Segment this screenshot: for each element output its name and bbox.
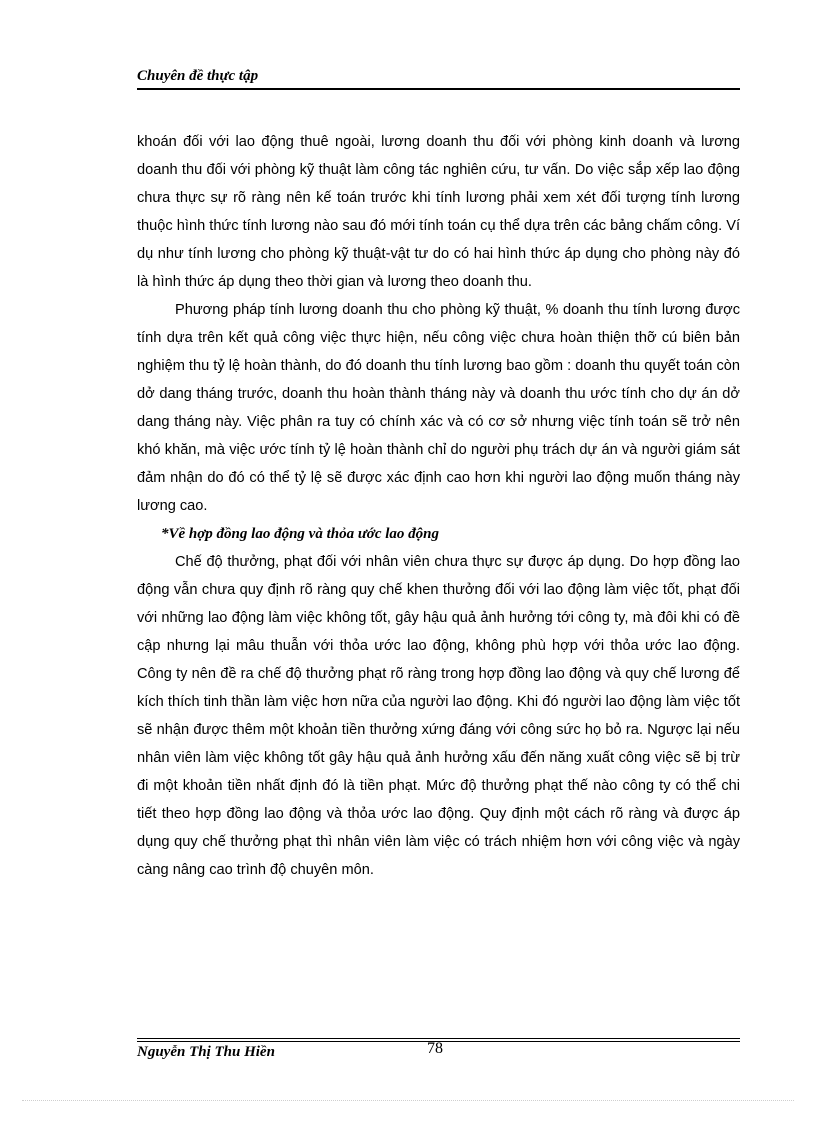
paragraph-2: Phương pháp tính lương doanh thu cho phòng kỹ thuật, % doanh thu tính lương được tính dựa trên kết quả công việc thực hiện, nếu công việc chưa hoàn thiện thỡ cú biên bản nghiệm thu tỷ lệ hoàn thành, do đó doanh thu tính lương bao gồm : doanh thu quyết toán còn dở dang tháng trước, doanh thu hoàn thành tháng này và doanh thu ước tính cho dự án dở dang tháng này. Việc phân ra tuy có chính xác và có cơ sở nhưng việc tính toán sẽ trở nên khó khăn, mà việc ước tính tỷ lệ hoàn thành chỉ do người phụ trách dự án và người giám sát đảm nhận do đó có thể tỷ lệ sẽ được xác định cao hơn khi người lao động muốn tháng này lương cao.	[137, 302, 740, 514]
page-number: 78	[427, 1040, 443, 1057]
page-bottom-divider	[22, 1100, 794, 1101]
section-heading: *Về hợp đồng lao động và thỏa ước lao động	[161, 526, 440, 542]
document-body	[137, 128, 740, 884]
footer-author: Nguyễn Thị Thu Hiền	[137, 1044, 275, 1060]
paragraph-1: khoán đối với lao động thuê ngoài, lương doanh thu đối với phòng kinh doanh và lương doanh thu đối với phòng kỹ thuật làm công tác nghiên cứu, tư vấn. Do việc sắp xếp lao động chưa thực sự rõ ràng nên kế toán trước khi tính lương phải xem xét đối tượng tính lương thuộc hình thức tính lương nào sau đó mới tính toán cụ thể dựa trên các bảng chấm công. Ví dụ như tính lương cho phòng kỹ thuật-vật tư do có hai hình thức áp dụng cho phòng này đó là hình thức áp dụng theo thời gian và lương theo doanh thu.	[137, 134, 740, 290]
header-title: Chuyên đề thực tập	[137, 68, 259, 84]
page-header	[137, 66, 740, 90]
footer-rule	[137, 1038, 740, 1039]
page-footer	[137, 1038, 740, 1068]
header-rule	[137, 88, 740, 90]
paragraph-3: Chế độ thưởng, phạt đối với nhân viên chưa thực sự được áp dụng. Do hợp đồng lao động vẫn chưa quy định rõ ràng quy chế khen thưởng đối với lao động làm việc tốt, phạt đối với những lao động làm việc không tốt, gây hậu quả ảnh hưởng tới công ty, mà đôi khi có đề cập nhưng lại mâu thuẫn với thỏa ước lao động, không phù hợp với thỏa ước lao động. Công ty nên đề ra chế độ thưởng phạt rõ ràng trong hợp đồng lao động và quy chế lương để kích thích tinh thần làm việc hơn nữa của người lao động. Khi đó người lao động làm việc tốt sẽ nhận được thêm một khoản tiền thưởng xứng đáng với công sức họ bỏ ra. Ngược lại nếu nhân viên làm việc không tốt gây hậu quả ảnh hưởng xấu đến năng xuất công việc sẽ bị trừ đi một khoản tiền nhất định đó là tiền phạt. Mức độ thưởng phạt thế nào công ty có thể chi tiết theo hợp đồng lao động và thỏa ước lao động. Quy định một cách rõ ràng và được áp dụng quy chế thưởng phạt thì nhân viên làm việc có trách nhiệm hơn với công việc và ngày càng nâng cao trình độ chuyên môn.	[137, 554, 740, 878]
